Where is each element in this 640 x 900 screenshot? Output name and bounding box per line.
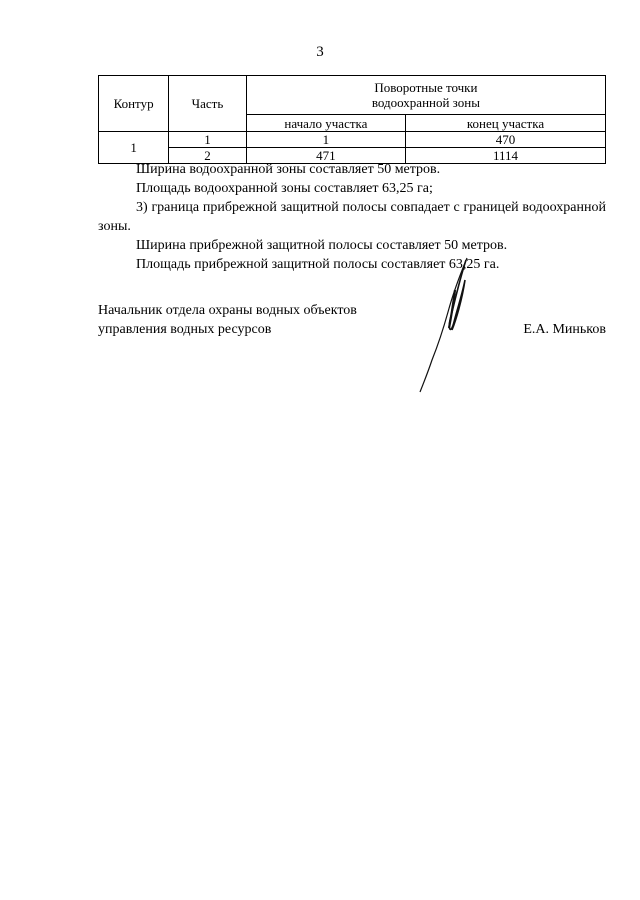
header-turning-points-line2: водоохранной зоны [371, 95, 480, 110]
cell-part: 2 [169, 148, 247, 164]
paragraph-strip-boundary: 3) граница прибрежной защитной полосы совпадает с границей водоохранной зоны. [98, 200, 606, 234]
header-turning-points [246, 76, 605, 115]
table-header-row [99, 76, 606, 115]
cell-end: 470 [406, 132, 606, 148]
header-contour: Контур [99, 76, 169, 132]
body-text [98, 160, 606, 274]
page-number: 3 [316, 44, 324, 60]
cell-part: 1 [169, 132, 247, 148]
signatory-title-line1: Начальник отдела охраны водных объектов [98, 303, 357, 318]
signatory-title-line2: управления водных ресурсов [98, 322, 272, 337]
cell-contour: 1 [99, 132, 169, 164]
paragraph-strip-area: Площадь прибрежной защитной полосы составляет 63,25 га. [136, 257, 500, 272]
paragraph-strip-width: Ширина прибрежной защитной полосы составляет 50 метров. [136, 238, 508, 253]
header-start: начало участка [246, 115, 405, 132]
paragraph-zone-width: Ширина водоохранной зоны составляет 50 метров. [136, 162, 441, 177]
signature-block [98, 301, 606, 339]
cell-start: 1 [246, 132, 405, 148]
header-turning-points-line1: Поворотные точки [374, 80, 478, 95]
table-row [99, 132, 606, 148]
turning-points-table [98, 75, 606, 164]
paragraph-zone-area: Площадь водоохранной зоны составляет 63,25 га; [136, 181, 433, 196]
signatory-name: Е.А. Миньков [523, 322, 606, 337]
header-part: Часть [169, 76, 247, 132]
cell-start: 471 [246, 148, 405, 164]
cell-end: 1114 [406, 148, 606, 164]
header-end: конец участка [406, 115, 606, 132]
